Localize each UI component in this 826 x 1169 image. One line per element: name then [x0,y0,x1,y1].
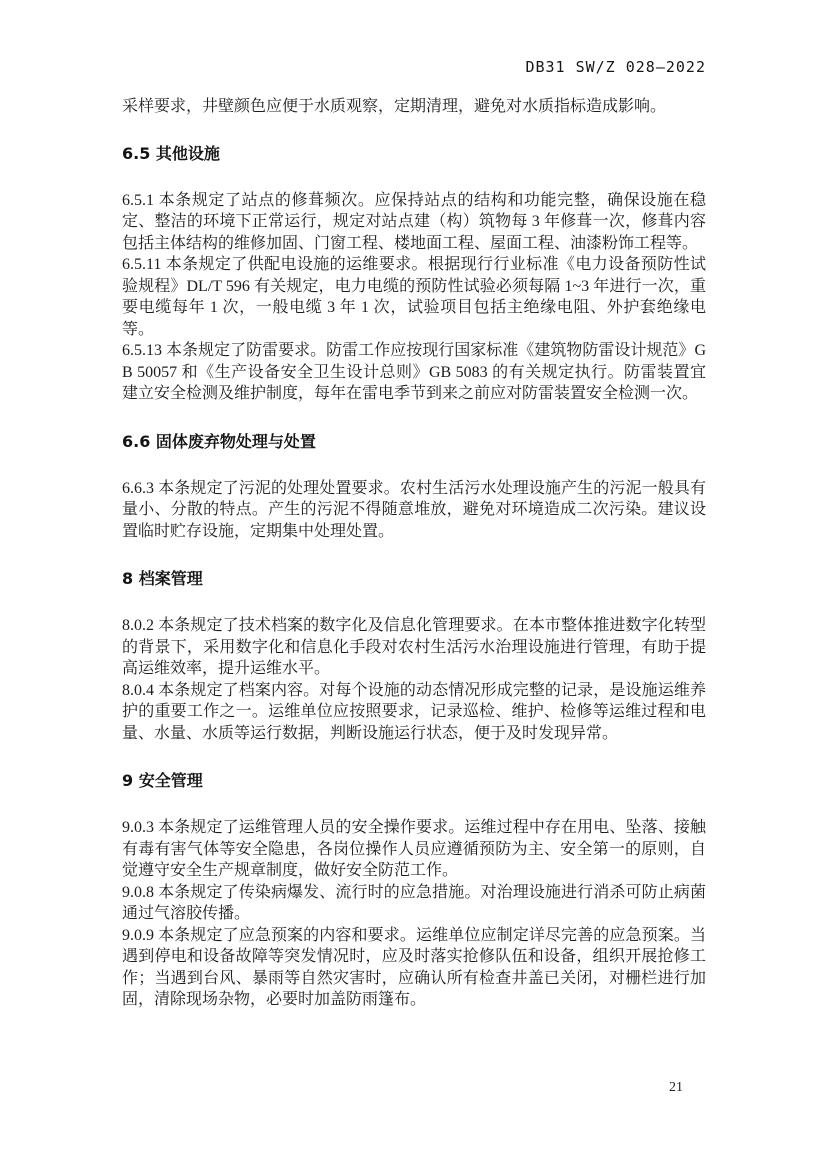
section-heading-8: 8 档案管理 [122,569,203,588]
clause-9-0-8: 9.0.8 本条规定了传染病爆发、流行时的应急措施。对治理设施进行消杀可防止病菌通过气溶胶传播。 [122,883,706,922]
standard-code-header: DB31 SW/Z 028—2022 [525,58,706,76]
clause-9-0-3: 9.0.3 本条规定了运维管理人员的安全操作要求。运维过程中存在用电、坠落、接触有毒有害气体等安全隐患，各岗位操作人员应遵循预防为主、安全第一的原则，自觉遵守安全生产规章制度，做好安全防范工作。 [122,819,706,879]
page-content [122,96,706,1011]
paragraph-sampling-requirements: 采样要求，井壁颜色应便于水质观察，定期清理，避免对水质指标造成影响。 [122,98,667,115]
clause-6-5-11: 6.5.11 本条规定了供配电设施的运维要求。根据现行行业标准《电力设备预防性试验规程》DL/T 596 有关规定，电力电缆的预防性试验必须每隔 1~3 年进行一次，重要电缆每年 1 次，一般电缆 3 年 1 次，试验项目包括主绝缘电阻、外护套绝缘电等。 [122,256,706,338]
clause-6-5-13: 6.5.13 本条规定了防雷要求。防雷工作应按现行国家标准《建筑物防雷设计规范》GB 50057 和《生产设备安全卫生设计总则》GB 5083 的有关规定执行。防雷装置宜建立安全检测及维护制度，每年在雷电季节到来之前应对防雷装置安全检测一次。 [122,342,706,402]
section-heading-6-6: 6.6 固体废弃物处理与处置 [122,431,316,451]
page-number: 21 [669,1080,683,1095]
clause-8-0-2: 8.0.2 本条规定了技术档案的数字化及信息化管理要求。在本市整体推进数字化转型的背景下，采用数字化和信息化手段对农村生活污水治理设施进行管理，有助于提高运维效率，提升运维水平。 [122,617,706,677]
section-heading-6-5: 6.5 其他设施 [122,143,220,163]
clause-9-0-9: 9.0.9 本条规定了应急预案的内容和要求。运维单位应制定详尽完善的应急预案。当遇到停电和设备故障等突发情况时，应及时落实抢修队伍和设备，组织开展抢修工作；当遇到台风、暴雨等自然灾害时，应确认所有检查井盖已关闭，对栅栏进行加固，清除现场杂物，必要时加盖防雨篷布。 [122,926,706,1008]
clause-8-0-4: 8.0.4 本条规定了档案内容。对每个设施的动态情况形成完整的记录，是设施运维养护的重要工作之一。运维单位应按照要求，记录巡检、维护、检修等运维过程和电量、水量、水质等运行数据，判断设施运行状态，便于及时发现异常。 [122,681,706,742]
section-heading-9: 9 安全管理 [122,771,203,790]
clause-6-5-1: 6.5.1 本条规定了站点的修葺频次。应保持站点的结构和功能完整，确保设施在稳定、整洁的环境下正常运行，规定对站点建（构）筑物每 3 年修葺一次，修葺内容包括主体结构的维修加固、门窗工程、楼地面工程、屋面工程、油漆粉饰工程等。 [122,191,706,252]
clause-6-6-3: 6.6.3 本条规定了污泥的处理处置要求。农村生活污水处理设施产生的污泥一般具有量小、分散的特点。产生的污泥不得随意堆放，避免对环境造成二次污染。建议设置临时贮存设施，定期集中处理处置。 [122,479,706,540]
